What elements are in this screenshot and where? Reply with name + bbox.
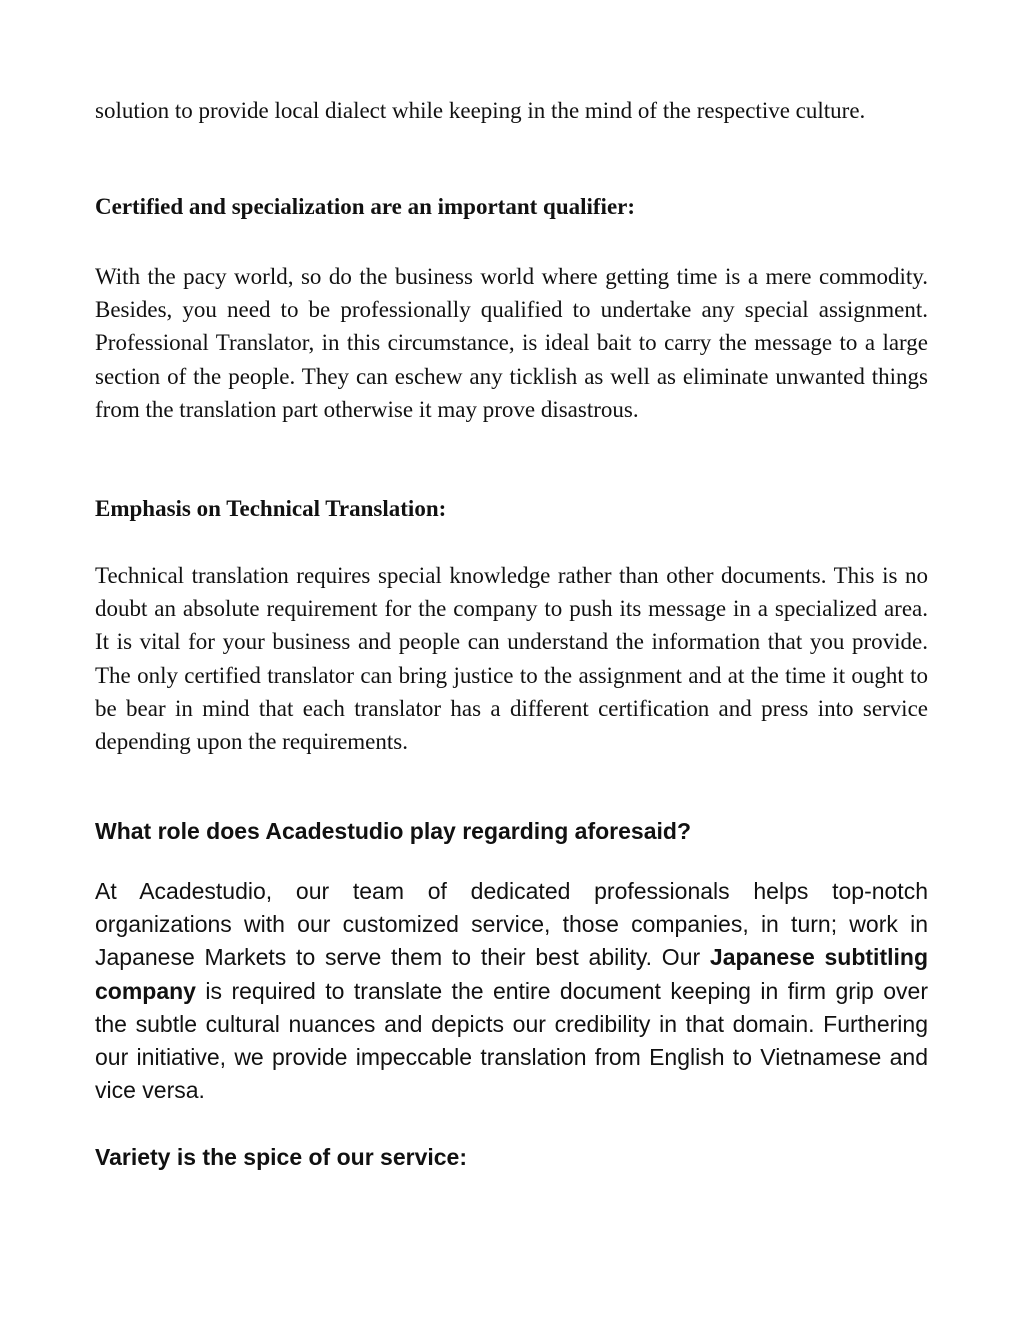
paragraph-technical: Technical translation requires special knowledge rather than other documents. This is no doubt an absolute requirement for the company to push its message in a specialized area. It is vital for your business and people can understand the information that you provide. The only certified translator can bring justice to the assignment and at the time it ought to be bear in mind that each translator has a different certification and press into service depending upon the requirements. [95,563,928,755]
intro-paragraph: solution to provide local dialect while keeping in the mind of the respective culture. [95,98,866,123]
paragraph-role [95,875,928,1107]
heading-certified: Certified and specialization are an important qualifier: [95,194,636,219]
heading-technical: Emphasis on Technical Translation: [95,496,447,521]
paragraph-role-text-end: is required to translate the entire document keeping in firm grip over the subtle cultural nuances and depicts our credibility in that domain. Furthering our initiative, we provide impeccable translation from English to Vietnamese and vice versa. [95,977,928,1104]
heading-role: What role does Acadestudio play regarding aforesaid? [95,818,691,844]
japanese-subtitling-company-link[interactable]: Japanese subtitling company [95,944,928,1004]
paragraph-certified: With the pacy world, so do the business world where getting time is a mere commodity. Besides, you need to be professionally qualified to undertake any special assignment. Professional Translator, in this circumstance, is ideal bait to carry the message to a large section of the people. They can eschew any ticklish as well as eliminate unwanted things from the translation part otherwise it may prove disastrous. [95,264,928,422]
heading-variety: Variety is the spice of our service: [95,1144,467,1170]
paragraph-role-text-start: At Acadestudio, our team of dedicated professionals helps top-notch organizations with our customized service, those companies, in turn; work in Japanese Markets to serve them to their best ability. Our [95,878,928,971]
